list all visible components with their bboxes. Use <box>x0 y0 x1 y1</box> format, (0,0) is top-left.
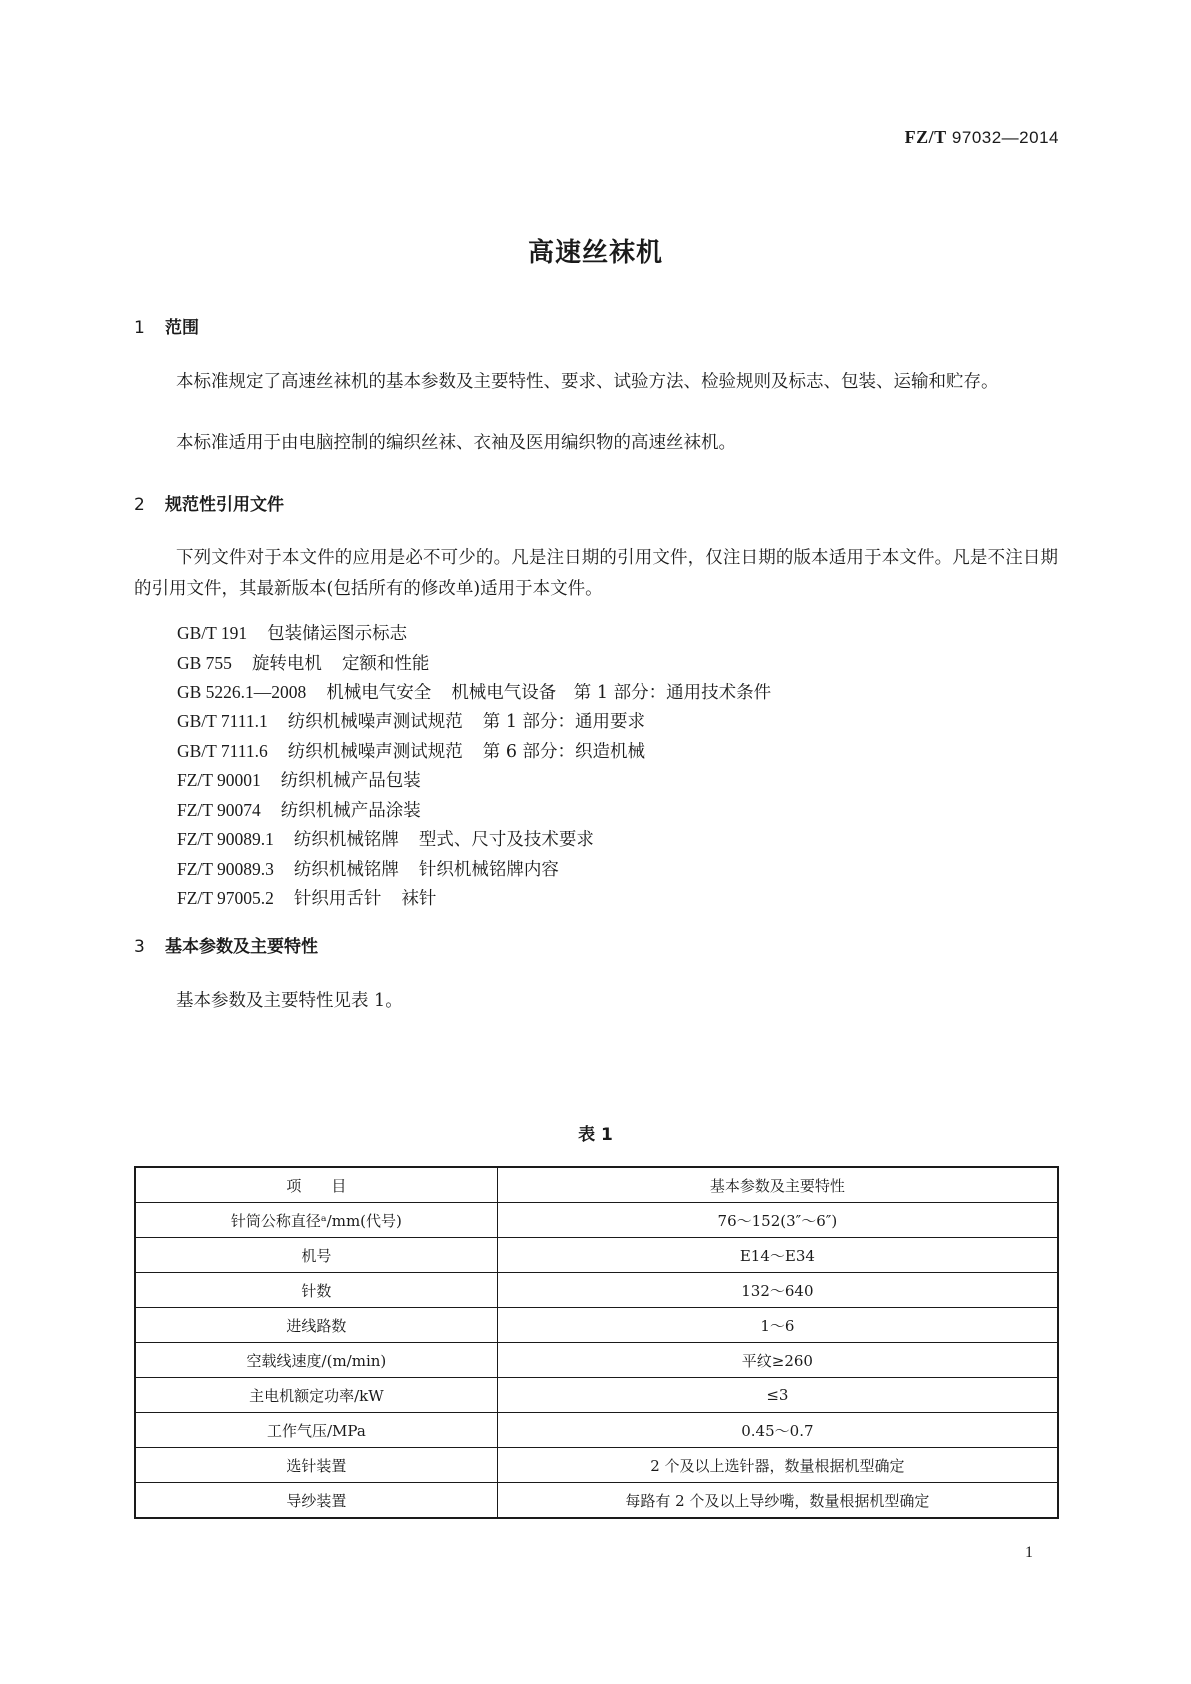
reference-title: 纺织机械产品涂装 <box>280 801 421 821</box>
section-title: 规范性引用文件 <box>165 495 284 515</box>
table-cell-value: 平纹≥260 <box>497 1343 1058 1378</box>
table-cell-value: ≤3 <box>497 1378 1058 1413</box>
table-row <box>135 1203 1058 1238</box>
table-cell-item: 空载线速度/(m/min) <box>135 1343 497 1378</box>
table-cell-item: 导纱装置 <box>135 1483 497 1519</box>
reference-code: FZ/T 90089.1 <box>177 829 274 849</box>
document-title: 高速丝袜机 <box>527 238 663 268</box>
table-row <box>135 1448 1058 1483</box>
reference-item <box>177 885 436 910</box>
section-3-heading <box>134 932 318 957</box>
table-caption: 表 1 <box>578 1125 613 1145</box>
table-cell-item: 针数 <box>135 1273 497 1308</box>
table-cell-value: 0.45～0.7 <box>497 1413 1058 1448</box>
reference-title: 纺织机械噪声测试规范 <box>287 742 463 762</box>
reference-title: 纺织机械噪声测试规范 <box>287 712 463 732</box>
page-number: 1 <box>1025 1544 1033 1561</box>
spec-table <box>134 1166 1059 1519</box>
section-title: 范围 <box>165 318 199 338</box>
table-cell-value: 1～6 <box>497 1308 1058 1343</box>
table-row <box>135 1308 1058 1343</box>
table-header-item: 项 目 <box>135 1167 497 1203</box>
section-number: 2 <box>134 495 145 515</box>
scope-paragraph-1: 本标准规定了高速丝袜机的基本参数及主要特性、要求、试验方法、检验规则及标志、包装、运输和贮存。 <box>176 372 999 392</box>
table-cell-item: 针筒公称直径ᵃ/mm(代号) <box>135 1203 497 1238</box>
reference-item <box>177 708 645 733</box>
table-row <box>135 1343 1058 1378</box>
reference-item <box>177 650 429 675</box>
reference-title: 纺织机械铭牌 <box>293 830 399 850</box>
reference-item <box>177 679 771 704</box>
reference-code: FZ/T 97005.2 <box>177 888 274 908</box>
table-cell-value: E14～E34 <box>497 1238 1058 1273</box>
reference-title: 针织用舌针 <box>293 889 382 909</box>
table-row <box>135 1273 1058 1308</box>
scope-paragraph-2: 本标准适用于由电脑控制的编织丝袜、衣袖及医用编织物的高速丝袜机。 <box>176 433 736 453</box>
section-3-text: 基本参数及主要特性见表 1。 <box>176 991 403 1011</box>
reference-item <box>177 620 407 645</box>
table-row <box>135 1238 1058 1273</box>
reference-title: 旋转电机 <box>251 654 322 674</box>
table-row <box>135 1378 1058 1413</box>
reference-code: FZ/T 90001 <box>177 770 261 790</box>
table-cell-value: 每路有 2 个及以上导纱嘴，数量根据机型确定 <box>497 1483 1058 1519</box>
references-intro: 下列文件对于本文件的应用是必不可少的。凡是注日期的引用文件，仅注日期的版本适用于本文件。凡是不注日期的引用文件，其最新版本(包括所有的修改单)适用于本文件。 <box>134 548 1058 599</box>
table-header-row <box>135 1167 1058 1203</box>
table-row <box>135 1483 1058 1519</box>
table-cell-item: 机号 <box>135 1238 497 1273</box>
section-number: 3 <box>134 937 145 957</box>
reference-part: 袜针 <box>401 889 437 909</box>
table-header-value: 基本参数及主要特性 <box>497 1167 1058 1203</box>
reference-code: GB/T 7111.6 <box>177 741 268 761</box>
reference-code: GB 755 <box>177 653 232 673</box>
standard-code <box>905 127 1059 148</box>
reference-part: 第 1 部分：通用要求 <box>482 712 646 732</box>
table-cell-value: 76～152(3″～6″) <box>497 1203 1058 1238</box>
table-row <box>135 1413 1058 1448</box>
standard-number: 97032—2014 <box>951 128 1059 147</box>
reference-part: 机械电气设备 第 1 部分：通用技术条件 <box>451 683 772 703</box>
section-2-heading <box>134 490 284 515</box>
reference-code: FZ/T 90074 <box>177 800 261 820</box>
reference-title: 包装储运图示标志 <box>267 624 408 644</box>
reference-item <box>177 856 559 881</box>
reference-title: 机械电气安全 <box>326 683 432 703</box>
table-cell-item: 进线路数 <box>135 1308 497 1343</box>
reference-code: GB 5226.1—2008 <box>177 682 307 702</box>
reference-item <box>177 797 421 822</box>
table-cell-value: 132～640 <box>497 1273 1058 1308</box>
reference-code: GB/T 191 <box>177 623 248 643</box>
reference-code: GB/T 7111.1 <box>177 711 268 731</box>
reference-part: 型式、尺寸及技术要求 <box>418 830 594 850</box>
reference-part: 定额和性能 <box>341 654 430 674</box>
table-cell-item: 主电机额定功率/kW <box>135 1378 497 1413</box>
reference-item <box>177 826 594 851</box>
standard-prefix: FZ/T <box>904 127 947 147</box>
reference-title: 纺织机械产品包装 <box>280 771 421 791</box>
reference-item <box>177 767 421 792</box>
reference-part: 第 6 部分：织造机械 <box>482 742 646 762</box>
reference-part: 针织机械铭牌内容 <box>418 860 559 880</box>
section-title: 基本参数及主要特性 <box>165 937 318 957</box>
table-cell-item: 工作气压/MPa <box>135 1413 497 1448</box>
section-number: 1 <box>134 318 145 338</box>
section-1-heading <box>134 313 199 338</box>
reference-title: 纺织机械铭牌 <box>293 860 399 880</box>
reference-item <box>177 738 645 763</box>
table-cell-item: 选针装置 <box>135 1448 497 1483</box>
table-cell-value: 2 个及以上选针器，数量根据机型确定 <box>497 1448 1058 1483</box>
reference-code: FZ/T 90089.3 <box>177 859 274 879</box>
